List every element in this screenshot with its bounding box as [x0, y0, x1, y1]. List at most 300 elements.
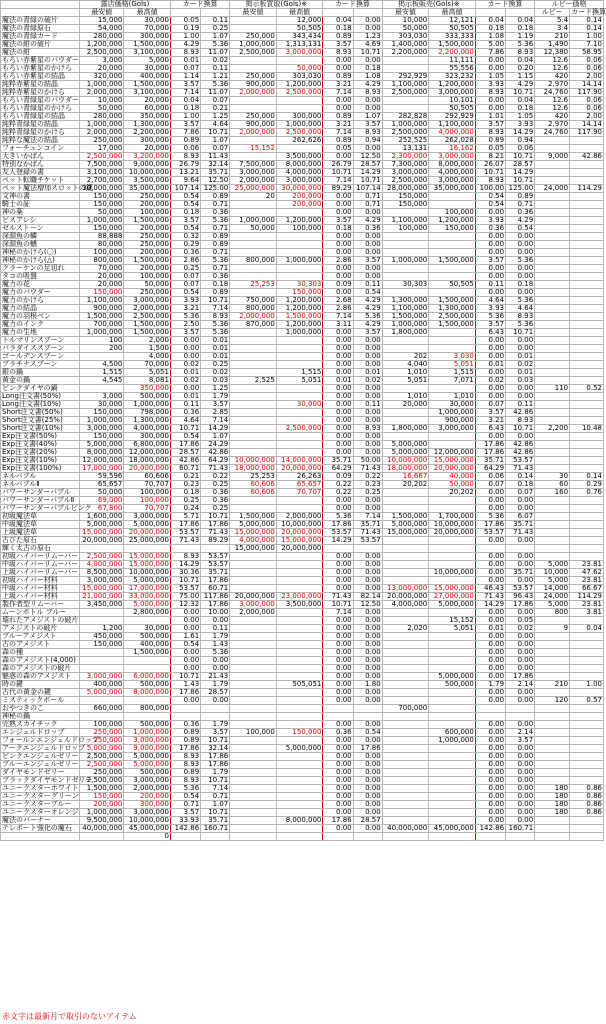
value-cell: 20,000 [382, 401, 429, 409]
value-cell: 15,000,000 [382, 529, 429, 537]
value-cell: 3.57 [170, 121, 200, 129]
value-cell: 0.00 [506, 689, 535, 697]
value-cell: 0.00 [323, 809, 353, 817]
value-cell: 0.00 [506, 753, 535, 761]
value-cell: 0.18 [170, 105, 200, 113]
value-cell [570, 441, 604, 449]
item-name-cell: 上級魔法草 [1, 529, 80, 537]
value-cell [535, 737, 570, 745]
value-cell: 18,000,000 [124, 457, 171, 465]
value-cell: 42.86 [506, 449, 535, 457]
value-cell: 1.25 [201, 113, 230, 121]
value-cell: 0.54 [506, 225, 535, 233]
value-cell: 0.00 [475, 241, 505, 249]
value-cell: 0.00 [475, 777, 505, 785]
item-name-cell: 初級ハイパー材料 [1, 577, 80, 585]
value-cell [570, 329, 604, 337]
value-cell: 0.89 [170, 729, 200, 737]
value-cell: 0.00 [323, 553, 353, 561]
value-cell [570, 353, 604, 361]
item-name-cell: ゼルストーン [1, 225, 80, 233]
value-cell [535, 657, 570, 665]
value-cell: 4.64 [475, 297, 505, 305]
value-cell: 1,010 [382, 369, 429, 377]
value-cell: 1,000,000 [124, 401, 171, 409]
value-cell: 0.00 [323, 249, 353, 257]
header-card-conversion-1: カード換算 [170, 1, 229, 9]
value-cell: 10.71 [201, 297, 230, 305]
value-cell: 0.00 [353, 577, 382, 585]
value-cell [570, 641, 604, 649]
value-cell: 0.04 [506, 97, 535, 105]
value-cell [570, 545, 604, 553]
value-cell: 0.00 [353, 145, 382, 153]
value-cell: 1,200,000 [429, 217, 476, 225]
value-cell: 7.14 [323, 313, 353, 321]
value-cell [276, 337, 323, 345]
value-cell: 6,000,000 [124, 673, 171, 681]
value-cell: 0.14 [570, 473, 604, 481]
value-cell: 17.86 [170, 521, 200, 529]
value-cell [535, 529, 570, 537]
value-cell: 46.43 [475, 585, 505, 593]
value-cell: 4,000,000 [429, 169, 476, 177]
item-name-cell: 魔力の生地 [1, 329, 80, 337]
value-cell: 1,000,000 [276, 329, 323, 337]
value-cell: 4,545 [80, 377, 124, 385]
value-cell: 5,000 [124, 57, 171, 65]
value-cell [535, 817, 570, 825]
value-cell: 23.81 [570, 577, 604, 585]
value-cell [230, 241, 277, 249]
value-cell: 3,000,000 [80, 673, 124, 681]
value-cell: 1,000,000 [80, 217, 124, 225]
value-cell: 500,000 [124, 633, 171, 641]
table-row [1, 705, 604, 713]
value-cell: 0.00 [475, 505, 505, 513]
value-cell [382, 713, 429, 721]
item-name-cell: 神秘のかけら(〇) [1, 249, 80, 257]
value-cell: 2,000,000 [124, 785, 171, 793]
value-cell [570, 361, 604, 369]
value-cell: 0.11 [353, 401, 382, 409]
value-cell: 0.18 [506, 105, 535, 113]
value-cell: 0.00 [353, 561, 382, 569]
value-cell: 10,000,000 [429, 521, 476, 529]
value-cell [570, 825, 604, 833]
value-cell [382, 721, 429, 729]
value-cell: 0.36 [201, 497, 230, 505]
value-cell: 40,000 [429, 473, 476, 481]
subheader-cell: 最高値 [429, 9, 476, 17]
item-name-cell: パワーサンダーバブルピンク [2, 504, 92, 512]
value-cell: 400,000 [124, 641, 171, 649]
item-name-cell: エンジェルドロップ [1, 729, 80, 737]
value-cell: 0.52 [570, 385, 604, 393]
item-name-cell: Short注文書(50%) [1, 409, 80, 417]
item-name-cell: ムーンボトル ブルー [1, 609, 80, 617]
value-cell [570, 281, 604, 289]
value-cell: 150,000 [276, 729, 323, 737]
value-cell: 0.11 [170, 401, 200, 409]
item-name-cell: ユニークスターグリーン [2, 792, 79, 800]
value-cell: 10,000,000 [230, 457, 277, 465]
value-cell: 0.00 [323, 417, 353, 425]
value-cell: 0.06 [570, 97, 604, 105]
value-cell: 0.00 [475, 337, 505, 345]
value-cell: 1,500,000 [382, 313, 429, 321]
value-cell: 1,000,000 [124, 729, 171, 737]
value-cell: 3.93 [475, 305, 505, 313]
value-cell: 0.01 [475, 625, 505, 633]
value-cell: 23,000,000 [276, 593, 323, 601]
value-cell [570, 225, 604, 233]
value-cell: 7.14 [353, 513, 382, 521]
value-cell: 8.93 [506, 49, 535, 57]
value-cell: 1.25 [201, 385, 230, 393]
value-cell: 20,000,000 [276, 529, 323, 537]
value-cell: 500,000 [429, 681, 476, 689]
value-cell: 0.00 [170, 625, 200, 633]
value-cell: 0.00 [170, 345, 200, 353]
value-cell: 0.05 [323, 145, 353, 153]
value-cell: 5.36 [506, 41, 535, 49]
value-cell: 0.07 [475, 401, 505, 409]
value-cell [230, 705, 277, 713]
value-cell: 5,000 [535, 561, 570, 569]
value-cell [382, 233, 429, 241]
value-cell: 3,000,000 [124, 777, 171, 785]
value-cell: 4,000,000 [80, 561, 124, 569]
value-cell: 0.01 [170, 393, 200, 401]
value-cell [276, 497, 323, 505]
value-cell: 100,000 [429, 209, 476, 217]
value-cell: 2,500,000 [382, 177, 429, 185]
value-cell: 0.00 [323, 793, 353, 801]
value-cell: 2,000,000 [276, 513, 323, 521]
value-cell: 0.36 [475, 225, 505, 233]
value-cell: 14.29 [201, 425, 230, 433]
value-cell: 5,051 [382, 377, 429, 385]
value-cell: 8,000,000 [429, 161, 476, 169]
value-cell: 2,970 [535, 81, 570, 89]
value-cell: 5,051 [276, 377, 323, 385]
value-cell: 0.06 [506, 145, 535, 153]
value-cell: 0.00 [323, 361, 353, 369]
value-cell: 0.00 [170, 609, 200, 617]
value-cell: 25,253 [230, 281, 277, 289]
value-cell: 4,040 [382, 361, 429, 369]
value-cell: 1,500,000 [429, 297, 476, 305]
value-cell: 2,500,000 [276, 129, 323, 137]
value-cell [535, 721, 570, 729]
value-cell: 200 [80, 345, 124, 353]
value-cell: 45,000,000 [429, 825, 476, 833]
value-cell: 35.71 [353, 521, 382, 529]
value-cell: 4.29 [353, 297, 382, 305]
value-cell [201, 705, 230, 713]
value-cell: 5,000,000 [80, 521, 124, 529]
value-cell: 1,515 [80, 369, 124, 377]
value-cell: 28.57 [170, 449, 200, 457]
value-cell: 17.86 [353, 745, 382, 753]
value-cell: 800,000 [230, 305, 277, 313]
value-cell: 0.00 [353, 441, 382, 449]
value-cell: 10,000 [382, 17, 429, 25]
value-cell [570, 209, 604, 217]
value-cell [570, 297, 604, 305]
value-cell: 0.89 [475, 137, 505, 145]
value-cell: 42.86 [506, 409, 535, 417]
value-cell [276, 641, 323, 649]
value-cell: 15,000,000 [80, 529, 124, 537]
value-cell: 0.07 [475, 481, 505, 489]
value-cell [276, 561, 323, 569]
item-name-cell: もろい青緑星のかけら [1, 105, 80, 113]
value-cell: 6,800,000 [124, 441, 171, 449]
value-cell: 0.00 [506, 385, 535, 393]
value-cell [535, 433, 570, 441]
value-cell: 0.89 [201, 233, 230, 241]
value-cell: 60.71 [170, 465, 200, 473]
value-cell: 10,000,000 [276, 521, 323, 529]
value-cell: 1,000,000 [382, 321, 429, 329]
value-cell: 14,000,000 [276, 457, 323, 465]
value-cell: 0.00 [475, 793, 505, 801]
value-cell: 0.23 [353, 481, 382, 489]
value-cell: 15,000,000 [124, 561, 171, 569]
value-cell: 1.08 [475, 33, 505, 41]
value-cell: 5,000,000 [80, 689, 124, 697]
item-name-cell: もろい赤紫星のかけら [1, 65, 80, 73]
value-cell [230, 97, 277, 105]
value-cell: 2,500,000 [382, 129, 429, 137]
value-cell: 17.86 [323, 817, 353, 825]
value-cell: 0.00 [353, 497, 382, 505]
value-cell: 5.00 [475, 41, 505, 49]
value-cell [570, 833, 604, 841]
value-cell: 0.00 [506, 273, 535, 281]
item-name-cell: 深淵魚の鰭 [1, 241, 80, 249]
value-cell: 1,100,000 [382, 305, 429, 313]
value-cell [382, 737, 429, 745]
value-cell [230, 201, 277, 209]
value-cell: 2.00 [570, 113, 604, 121]
value-cell: 42.86 [201, 449, 230, 457]
value-cell: 0.00 [506, 745, 535, 753]
value-cell: 300,000 [124, 801, 171, 809]
value-cell [570, 761, 604, 769]
item-name-cell: 壊れたアメジストの破片 [2, 616, 79, 624]
item-name-cell: フォーチュンコイン [1, 145, 80, 153]
value-cell: 71.43 [201, 465, 230, 473]
value-cell: 7,500,000 [80, 161, 124, 169]
value-cell: 15,000 [80, 17, 124, 25]
table-row [1, 489, 604, 497]
value-cell [570, 713, 604, 721]
value-cell: 0.36 [201, 209, 230, 217]
value-cell: 160.71 [506, 825, 535, 833]
header-name [1, 1, 80, 9]
value-cell: 1,200,000 [276, 321, 323, 329]
value-cell: 0.00 [475, 561, 505, 569]
value-cell: 0.00 [353, 97, 382, 105]
value-cell [429, 745, 476, 753]
value-cell: 0.02 [506, 625, 535, 633]
value-cell: 35.71 [201, 817, 230, 825]
value-cell: 3.57 [170, 329, 200, 337]
value-cell [535, 345, 570, 353]
value-cell: 700,000 [382, 705, 429, 713]
value-cell: 4,000,000 [429, 129, 476, 137]
value-cell: 16,667 [382, 473, 429, 481]
value-cell: 20,000 [124, 97, 171, 105]
value-cell [535, 281, 570, 289]
value-cell [570, 217, 604, 225]
value-cell: 0.00 [353, 585, 382, 593]
value-cell: 1,500,000 [429, 41, 476, 49]
value-cell: 10.71 [506, 329, 535, 337]
value-cell: 800 [535, 609, 570, 617]
value-cell: 24.29 [201, 441, 230, 449]
value-cell: 2,000,000 [80, 89, 124, 97]
value-cell: 0.00 [353, 17, 382, 25]
item-name-cell: 魔力の花 [1, 281, 80, 289]
value-cell [230, 361, 277, 369]
value-cell: 14.29 [353, 169, 382, 177]
value-cell: 0.18 [506, 481, 535, 489]
value-cell: 420 [535, 73, 570, 81]
value-cell: 1,515 [429, 369, 476, 377]
value-cell: 17.86 [475, 441, 505, 449]
value-cell [230, 817, 277, 825]
value-cell: 3,000,000 [230, 601, 277, 609]
value-cell: 150,000 [429, 225, 476, 233]
value-cell: 0.11 [506, 401, 535, 409]
value-cell: 0 [124, 833, 171, 841]
value-cell: 1,300,000 [124, 121, 171, 129]
value-cell: 71.43 [506, 529, 535, 537]
value-cell [535, 769, 570, 777]
value-cell: 0.54 [170, 793, 200, 801]
value-cell [276, 577, 323, 585]
value-cell: 30,000 [124, 65, 171, 73]
value-cell: 0.00 [353, 617, 382, 625]
value-cell: 0.89 [201, 241, 230, 249]
value-cell [570, 449, 604, 457]
value-cell: 0.00 [475, 273, 505, 281]
value-cell: 0.25 [170, 265, 200, 273]
value-cell: 0.00 [323, 673, 353, 681]
value-cell: 100,000 [124, 497, 171, 505]
value-cell: 3,000,000 [80, 577, 124, 585]
value-cell: 0.71 [201, 265, 230, 273]
value-cell: 0.14 [570, 17, 604, 25]
value-cell: 4.64 [506, 305, 535, 313]
value-cell: 50,000 [276, 65, 323, 73]
value-cell: 30,000 [124, 17, 171, 25]
item-name-cell: 銀の鍋 [1, 369, 80, 377]
value-cell: 4.29 [170, 41, 200, 49]
value-cell [382, 641, 429, 649]
value-cell: 100,000 [124, 209, 171, 217]
value-cell: 15,000,000 [124, 553, 171, 561]
value-cell: 0.00 [170, 665, 200, 673]
value-cell: 6.07 [506, 513, 535, 521]
value-cell [570, 769, 604, 777]
value-cell: 0.00 [475, 769, 505, 777]
value-cell: 0.54 [475, 193, 505, 201]
value-cell [382, 409, 429, 417]
value-cell: 0.21 [170, 473, 200, 481]
value-cell: 210 [535, 681, 570, 689]
value-cell: 262,028 [429, 137, 476, 145]
value-cell: 0.00 [353, 641, 382, 649]
value-cell: 900,000 [80, 305, 124, 313]
value-cell: 120 [535, 697, 570, 705]
value-cell: 20,000,000 [124, 529, 171, 537]
value-cell: 0.00 [475, 729, 505, 737]
item-name-cell: ゴールデンスプーン [1, 353, 80, 361]
item-name-cell: おやつきのこ [1, 705, 80, 713]
value-cell: 323,232 [429, 73, 476, 81]
value-cell: 8.93 [170, 553, 200, 561]
value-cell: 5.36 [475, 313, 505, 321]
value-cell: 0.94 [353, 137, 382, 145]
value-cell: 0.00 [353, 689, 382, 697]
value-cell [570, 169, 604, 177]
value-cell: 0.00 [475, 609, 505, 617]
item-name-cell [1, 833, 80, 841]
value-cell: 53.57 [201, 561, 230, 569]
value-cell: 1,700,000 [429, 513, 476, 521]
value-cell: 0.00 [323, 777, 353, 785]
value-cell: 42.86 [570, 153, 604, 161]
value-cell: 262,626 [276, 137, 323, 145]
table-row [1, 825, 604, 833]
value-cell: 3,200,000 [124, 153, 171, 161]
value-cell: 870,000 [230, 321, 277, 329]
value-cell: 0.00 [506, 497, 535, 505]
item-name-cell: Long注文書(10%) [1, 401, 80, 409]
value-cell: 0.36 [201, 273, 230, 281]
value-cell: 0.00 [353, 673, 382, 681]
value-cell: 4.29 [506, 217, 535, 225]
value-cell: 3.57 [475, 257, 505, 265]
value-cell [276, 241, 323, 249]
value-cell: 18,000,000 [230, 465, 277, 473]
value-cell: 343,434 [276, 33, 323, 41]
value-cell: 3.57 [170, 81, 200, 89]
value-cell: 6.43 [475, 329, 505, 337]
value-cell [382, 537, 429, 545]
value-cell: 1,800,000 [382, 425, 429, 433]
value-cell: 0.00 [506, 777, 535, 785]
value-cell: 0.25 [170, 497, 200, 505]
value-cell: 12,000,000 [80, 457, 124, 465]
value-cell: 70,000 [124, 361, 171, 369]
item-name-cell: トルマリンスプーン [1, 337, 80, 345]
value-cell: 15,152 [429, 617, 476, 625]
value-cell: 4,000,000 [276, 169, 323, 177]
value-cell [382, 57, 429, 65]
value-cell [276, 569, 323, 577]
value-cell: 0.00 [475, 385, 505, 393]
value-cell: 0.00 [323, 353, 353, 361]
item-name-cell: 魔力のインク [1, 321, 80, 329]
value-cell: 5,000,000 [276, 745, 323, 753]
value-cell: 35,000,000 [429, 185, 476, 193]
